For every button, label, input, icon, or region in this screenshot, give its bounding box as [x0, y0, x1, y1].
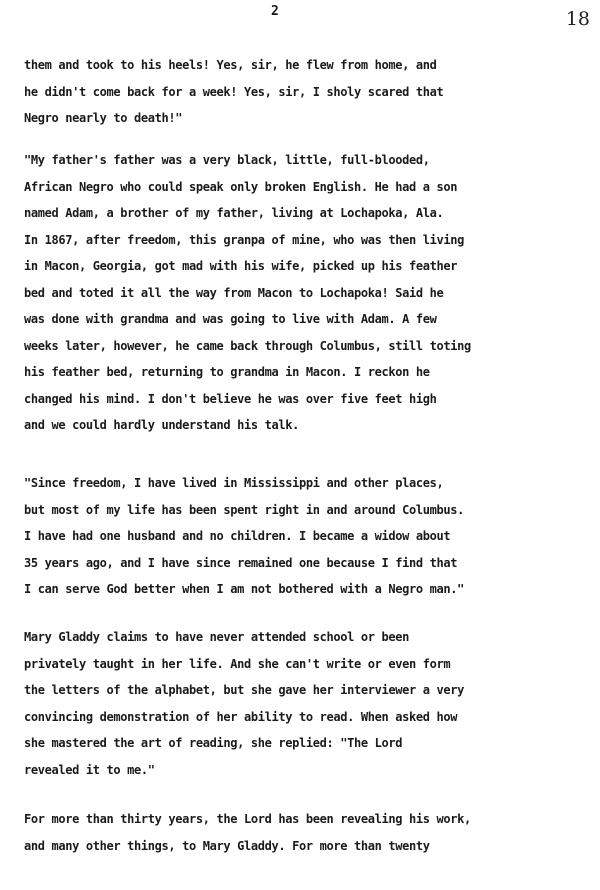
text-line: in Macon, Georgia, got mad with his wife, picked up his feather: [24, 259, 458, 273]
text-line: convincing demonstration of her ability to read. When asked how: [24, 709, 458, 724]
text-line: he didn't come back for a week! Yes, sir, I sholy scared that: [24, 84, 444, 99]
text-line: weeks later, however, he came back through Columbus, still toting: [24, 338, 471, 353]
text-line: was done with grandma and was going to live with Adam. A few: [24, 312, 437, 326]
text-line: changed his mind. I don't believe he was over five feet high: [24, 391, 437, 406]
text-line: bed and toted it all the way from Macon to Lochapoka! Said he: [24, 285, 444, 300]
text-line: I have had one husband and no children. I became a widow about: [24, 529, 451, 543]
paragraph-5: [24, 806, 584, 859]
text-line: I can serve God better when I am not bothered with a Negro man.": [24, 582, 464, 596]
text-line: the letters of the alphabet, but she gave her interviewer a very: [24, 683, 464, 697]
text-line: For more than thirty years, the Lord has been revealing his work,: [24, 812, 471, 826]
text-line: "Since freedom, I have lived in Mississippi and other places,: [24, 476, 444, 490]
text-line: revealed it to me.": [24, 762, 155, 777]
paragraph-2: [24, 147, 584, 439]
paragraph-4: [24, 624, 584, 783]
text-line: "My father's father was a very black, little, full-blooded,: [24, 153, 430, 167]
archive-page-number: 18: [565, 8, 590, 30]
text-line: African Negro who could speak only broken English. He had a son: [24, 179, 458, 194]
text-line: In 1867, after freedom, this granpa of mine, who was then living: [24, 232, 464, 247]
text-line: 35 years ago, and I have since remained one because I find that: [24, 555, 458, 570]
text-line: and many other things, to Mary Gladdy. For more than twenty: [24, 838, 430, 853]
text-line: she mastered the art of reading, she replied: "The Lord: [24, 736, 403, 750]
text-line: and we could hardly understand his talk.: [24, 418, 299, 432]
text-line: but most of my life has been spent right in and around Columbus.: [24, 502, 464, 517]
paragraph-1: [24, 52, 584, 132]
text-line: his feather bed, returning to grandma in Macon. I reckon he: [24, 365, 430, 379]
text-line: named Adam, a brother of my father, living at Lochapoka, Ala.: [24, 206, 444, 220]
text-line: Negro nearly to death!": [24, 111, 183, 125]
text-line: Mary Gladdy claims to have never attended school or been: [24, 630, 409, 644]
page-number: 2: [271, 4, 279, 19]
text-line: privately taught in her life. And she can't write or even form: [24, 656, 451, 671]
paragraph-3: [24, 470, 584, 603]
text-line: them and took to his heels! Yes, sir, he flew from home, and: [24, 58, 437, 72]
